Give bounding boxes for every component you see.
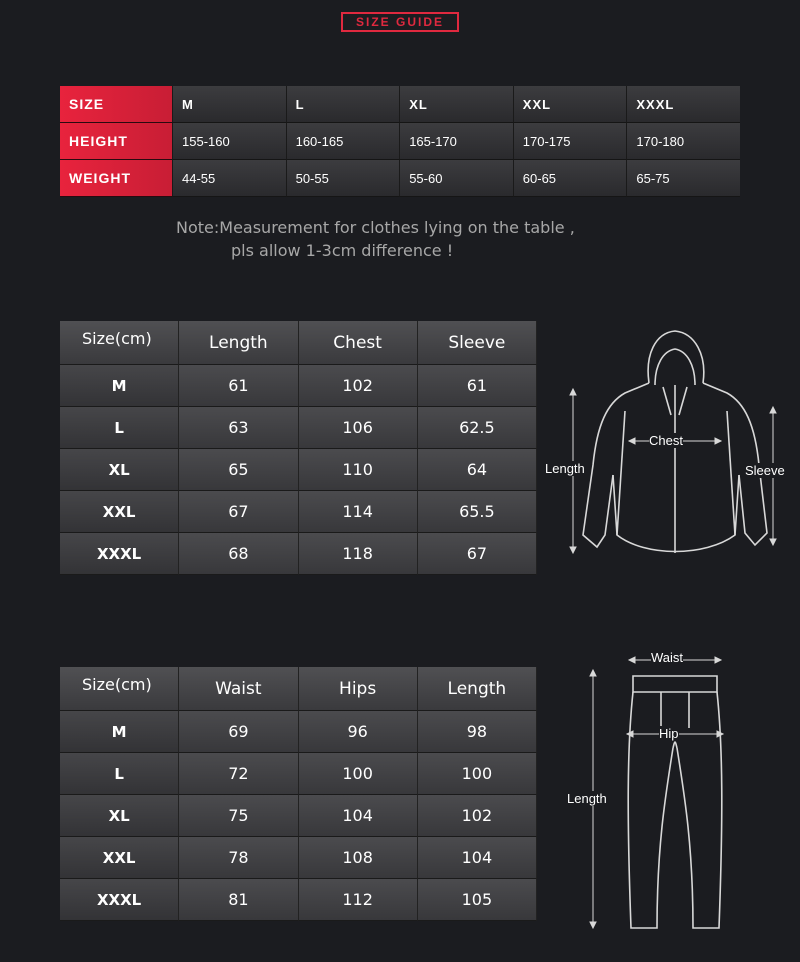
size-cell: XXXL	[626, 86, 740, 123]
pants-size-table	[60, 667, 537, 921]
value-cell: 75	[179, 795, 298, 837]
height-label: HEIGHT	[60, 123, 172, 160]
value-cell: 98	[418, 711, 537, 753]
jacket-length-label: Length	[545, 461, 585, 476]
table-row	[60, 879, 537, 921]
header-cell: Length	[418, 667, 537, 711]
value-cell: 118	[299, 533, 418, 575]
size-guide-table	[60, 86, 740, 197]
size-cell: XL	[60, 795, 179, 837]
weight-cell: 44-55	[172, 160, 286, 197]
value-cell: 69	[179, 711, 298, 753]
header-cell: Length	[179, 321, 298, 365]
header-cell: Size(cm)	[60, 667, 179, 711]
value-cell: 72	[179, 753, 298, 795]
value-cell: 81	[179, 879, 298, 921]
note-line-2: pls allow 1-3cm difference !	[231, 241, 454, 260]
table-row	[60, 753, 537, 795]
pants-hip-label: Hip	[659, 726, 679, 741]
value-cell: 61	[179, 365, 298, 407]
size-cell: M	[60, 365, 179, 407]
jacket-chest-label: Chest	[649, 433, 683, 448]
weight-cell: 60-65	[513, 160, 627, 197]
value-cell: 96	[299, 711, 418, 753]
header-cell: Size(cm)	[60, 321, 179, 365]
value-cell: 104	[418, 837, 537, 879]
table-row	[60, 407, 537, 449]
weight-row	[60, 160, 740, 197]
value-cell: 65.5	[418, 491, 537, 533]
table-row	[60, 795, 537, 837]
value-cell: 67	[179, 491, 298, 533]
header-cell: Waist	[179, 667, 298, 711]
value-cell: 100	[418, 753, 537, 795]
size-cell: M	[60, 711, 179, 753]
value-cell: 64	[418, 449, 537, 491]
size-row	[60, 86, 740, 123]
size-guide-title: SIZE GUIDE	[341, 12, 459, 32]
value-cell: 108	[299, 837, 418, 879]
size-label: SIZE	[60, 86, 172, 123]
header-cell: Hips	[299, 667, 418, 711]
size-cell: XXL	[513, 86, 627, 123]
value-cell: 102	[418, 795, 537, 837]
size-cell: XXXL	[60, 533, 179, 575]
value-cell: 68	[179, 533, 298, 575]
value-cell: 110	[299, 449, 418, 491]
weight-cell: 65-75	[626, 160, 740, 197]
table-header	[60, 321, 537, 365]
height-cell: 165-170	[399, 123, 513, 160]
jacket-sleeve-label: Sleeve	[745, 463, 785, 478]
value-cell: 67	[418, 533, 537, 575]
weight-label: WEIGHT	[60, 160, 172, 197]
value-cell: 63	[179, 407, 298, 449]
height-cell: 170-175	[513, 123, 627, 160]
size-cell: XXXL	[60, 879, 179, 921]
table-row	[60, 711, 537, 753]
size-cell: XXL	[60, 837, 179, 879]
value-cell: 62.5	[418, 407, 537, 449]
value-cell: 105	[418, 879, 537, 921]
size-cell: XL	[60, 449, 179, 491]
header-cell: Chest	[299, 321, 418, 365]
pants-diagram	[565, 648, 740, 938]
height-row	[60, 123, 740, 160]
header-cell: Sleeve	[418, 321, 537, 365]
value-cell: 78	[179, 837, 298, 879]
size-cell: M	[172, 86, 286, 123]
value-cell: 61	[418, 365, 537, 407]
value-cell: 102	[299, 365, 418, 407]
table-header	[60, 667, 537, 711]
size-cell: L	[60, 407, 179, 449]
pants-length-label: Length	[567, 791, 607, 806]
value-cell: 65	[179, 449, 298, 491]
value-cell: 104	[299, 795, 418, 837]
value-cell: 106	[299, 407, 418, 449]
note-line-1: Note:Measurement for clothes lying on the table ,	[176, 218, 575, 237]
pants-waist-label: Waist	[651, 650, 684, 665]
size-cell: L	[286, 86, 400, 123]
table-row	[60, 491, 537, 533]
size-cell: XXL	[60, 491, 179, 533]
height-cell: 160-165	[286, 123, 400, 160]
size-cell: XL	[399, 86, 513, 123]
value-cell: 112	[299, 879, 418, 921]
jacket-size-table	[60, 321, 537, 575]
table-row	[60, 365, 537, 407]
value-cell: 114	[299, 491, 418, 533]
jacket-diagram	[545, 325, 795, 560]
weight-cell: 50-55	[286, 160, 400, 197]
size-cell: L	[60, 753, 179, 795]
value-cell: 100	[299, 753, 418, 795]
weight-cell: 55-60	[399, 160, 513, 197]
table-row	[60, 837, 537, 879]
measurement-note	[176, 216, 646, 262]
height-cell: 170-180	[626, 123, 740, 160]
table-row	[60, 533, 537, 575]
table-row	[60, 449, 537, 491]
height-cell: 155-160	[172, 123, 286, 160]
